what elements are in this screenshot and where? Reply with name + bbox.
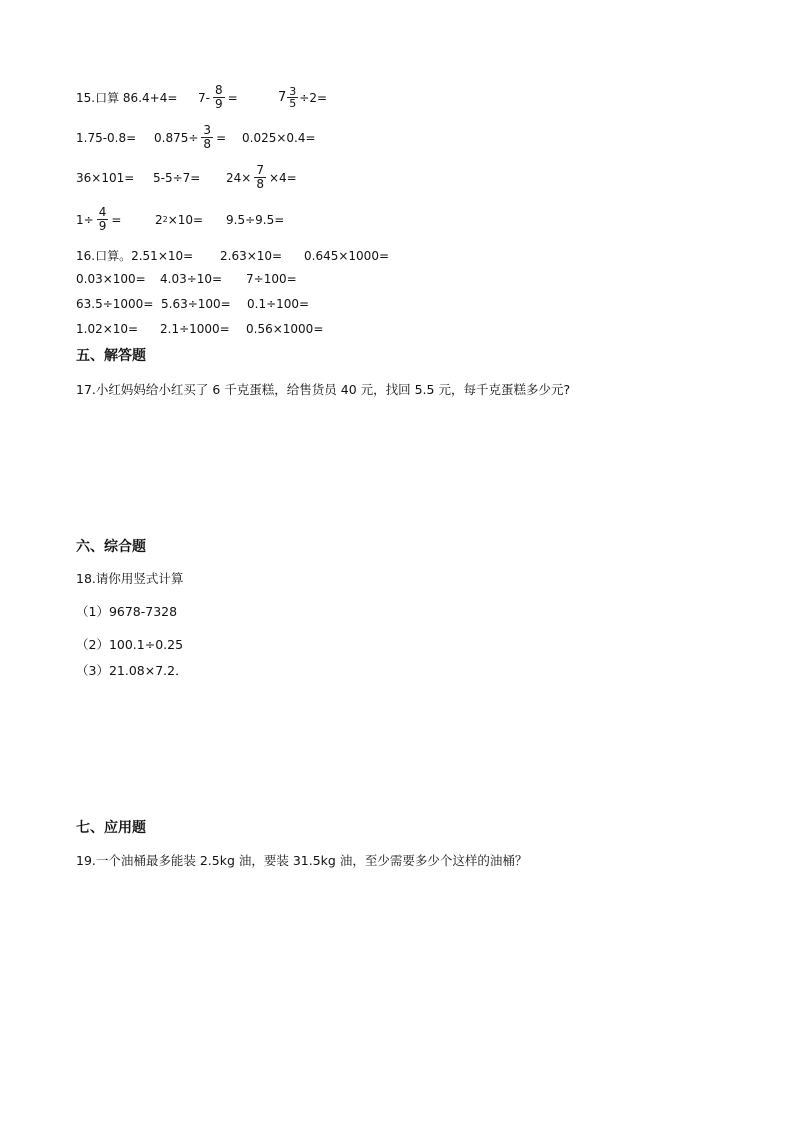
fraction-denominator: 9 — [214, 97, 223, 111]
q15-item-c: 9.5÷9.5= — [226, 212, 285, 227]
q15-expr-post: = — [216, 130, 227, 145]
power-exponent: 2 — [162, 215, 168, 224]
q16-row-1 — [76, 247, 389, 264]
q15-item-b: 5-5÷7= — [153, 170, 201, 185]
q15-expr: 86.4+4= — [122, 90, 178, 105]
fraction-denominator: 5 — [289, 97, 297, 110]
q15-row-1 — [76, 84, 327, 111]
q15-row-2 — [76, 124, 316, 151]
q16-row-4 — [76, 322, 323, 336]
q15-expr-pre: 0.875÷ — [154, 130, 199, 145]
q15-item-a: 36×101= — [76, 170, 135, 185]
fraction-numerator: 3 — [203, 123, 212, 137]
q16-item-b: 4.03÷10= — [160, 272, 223, 286]
q16-item-c: 0.1÷100= — [247, 297, 310, 311]
q15-item-a — [76, 89, 198, 106]
q16-item-c: 0.645×1000= — [304, 248, 390, 263]
fraction-numerator: 4 — [98, 205, 107, 219]
section-heading: 五、解答题 — [76, 348, 146, 364]
fraction-numerator: 8 — [214, 83, 223, 97]
section-heading: 六、综合题 — [76, 539, 146, 555]
fraction-numerator: 7 — [256, 163, 264, 177]
fraction-denominator: 8 — [256, 177, 264, 191]
power-base: 2 — [155, 212, 163, 227]
question-18-item-1: （1）9678-7328 — [76, 604, 178, 619]
fraction — [97, 206, 109, 233]
q15-item-c: 0.025×0.4= — [242, 130, 316, 145]
q16-row-3 — [76, 297, 309, 311]
q15-expr-pre: 24× — [226, 170, 252, 185]
fraction-numerator: 3 — [289, 85, 297, 98]
q16-item-c: 7÷100= — [246, 272, 297, 286]
q16-item-a: 1.02×10= — [76, 322, 139, 336]
fraction-denominator: 8 — [203, 137, 212, 151]
q15-item-c — [278, 86, 327, 109]
q16-item-b: 2.63×10= — [220, 248, 283, 263]
q15-expr-post: ×10= — [167, 212, 204, 227]
question-17: 17.小红妈妈给小红买了 6 千克蛋糕，给售货员 40 元，找回 5.5 元，每千克蛋糕多少元? — [76, 382, 571, 397]
q15-item-b — [154, 124, 242, 151]
q16-expr: 2.51×10= — [131, 248, 194, 263]
q15-item-a — [76, 206, 155, 233]
question-18-item-3: （3）21.08×7.2． — [76, 663, 188, 678]
q15-expr-pre: 7- — [198, 90, 210, 105]
q16-item-a — [76, 247, 220, 264]
fraction — [287, 86, 298, 109]
q15-item-a: 1.75-0.8= — [76, 130, 137, 145]
question-18: 18.请你用竖式计算 — [76, 571, 184, 586]
q15-expr-post: = — [111, 212, 122, 227]
q16-item-a: 63.5÷1000= — [76, 297, 154, 311]
q15-label: 15.口算 — [76, 91, 120, 105]
q15-item-b — [198, 84, 278, 111]
q16-row-2 — [76, 272, 297, 286]
q15-expr-post: ÷2= — [299, 90, 328, 105]
question-19: 19.一个油桶最多能装 2.5kg 油，要装 31.5kg 油，至少需要多少个这样的油桶？ — [76, 853, 528, 868]
q15-row-4 — [76, 206, 284, 233]
q15-expr-post: ×4= — [268, 170, 297, 185]
q16-item-b: 5.63÷100= — [161, 297, 231, 311]
section-heading: 七、应用题 — [76, 820, 146, 836]
q15-item-b — [155, 213, 226, 227]
q16-label: 16.口算。 — [76, 249, 132, 263]
q15-item-c — [226, 164, 297, 191]
q16-item-c: 0.56×1000= — [246, 322, 324, 336]
mixed-number-whole: 7 — [278, 90, 287, 105]
question-18-item-2: （2）100.1÷0.25 — [76, 637, 184, 652]
q16-item-b: 2.1÷1000= — [160, 322, 230, 336]
fraction — [254, 164, 266, 191]
q15-expr-pre: 1÷ — [76, 212, 94, 227]
q15-expr-post: = — [227, 90, 238, 105]
q15-row-3 — [76, 164, 297, 191]
q16-item-a: 0.03×100= — [76, 272, 146, 286]
fraction — [213, 84, 225, 111]
fraction-denominator: 9 — [98, 219, 107, 233]
fraction — [201, 124, 213, 151]
